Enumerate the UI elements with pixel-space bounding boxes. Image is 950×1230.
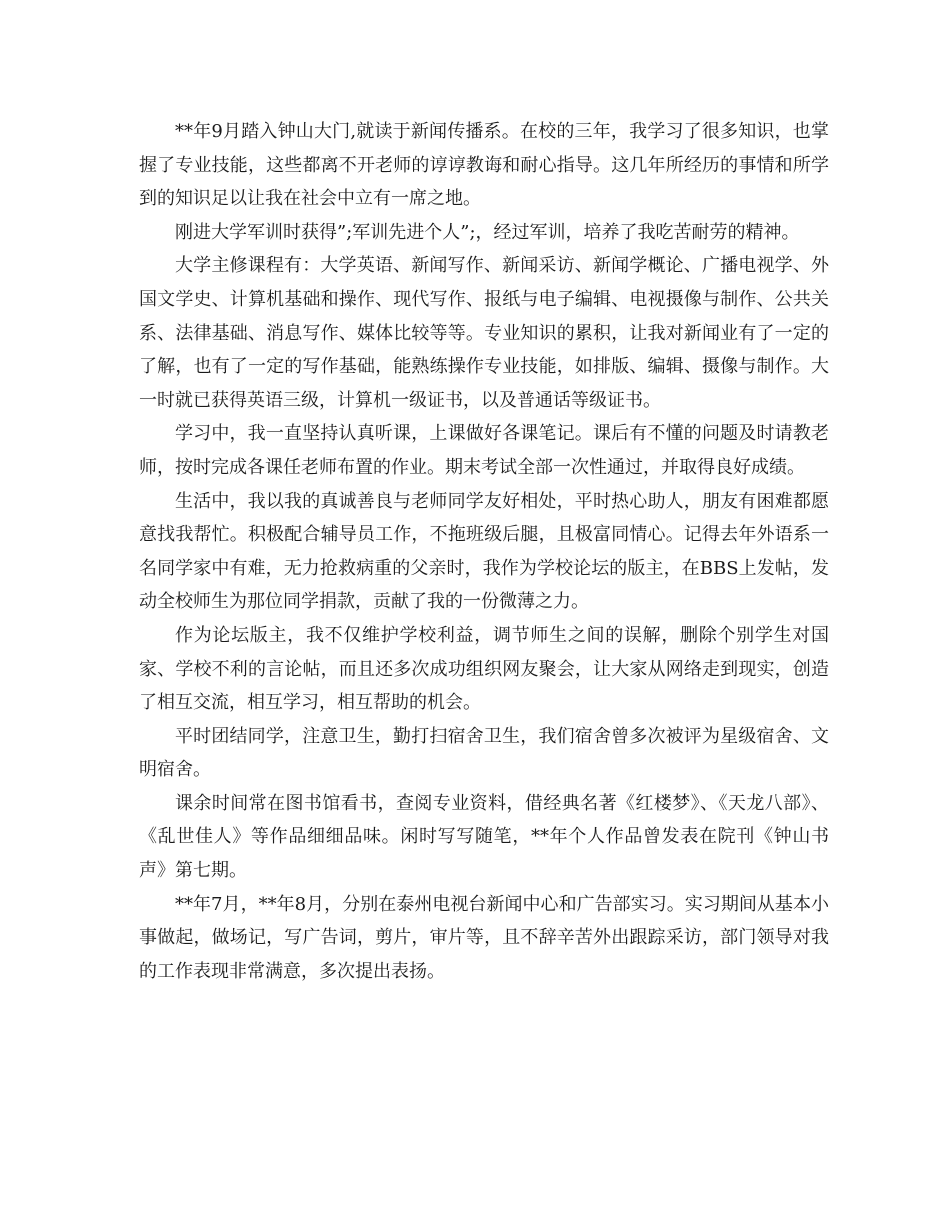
paragraph-dormitory: 平时团结同学，注意卫生，勤打扫宿舍卫生，我们宿舍曾多次被评为星级宿舍、文明宿舍。 bbox=[139, 725, 829, 781]
paragraph-internship: **年7月，**年8月，分别在泰州电视台新闻中心和广告部实习。实习期间从基本小事做起，做场记，写广告词，剪片，审片等，且不辞辛苦外出跟踪采访，部门领导对我的工作表现非常满意，多次提出表扬。 bbox=[139, 893, 829, 982]
paragraph-life: 生活中，我以我的真诚善良与老师同学友好相处，平时热心助人，朋友有困难都愿意找我帮忙。积极配合辅导员工作，不拖班级后腿，且极富同情心。记得去年外语系一名同学家中有难，无力抢救病重的父亲时，我作为学校论坛的版主，在BBS上发帖，发动全校师生为那位同学捐款，贡献了我的一份微薄之力。 bbox=[139, 490, 829, 613]
paragraph-courses: 大学主修课程有：大学英语、新闻写作、新闻采访、新闻学概论、广播电视学、外国文学史、计算机基础和操作、现代写作、报纸与电子编辑、电视摄像与制作、公共关系、法律基础、消息写作、媒体比较等等。专业知识的累积，让我对新闻业有了一定的了解，也有了一定的写作基础，能熟练操作专业技能，如排版、编辑、摄像与制作。大一时就已获得英语三级，计算机一级证书，以及普通话等级证书。 bbox=[139, 255, 829, 411]
paragraph-enrollment: **年9月踏入钟山大门,就读于新闻传播系。在校的三年，我学习了很多知识，也掌握了专业技能，这些都离不开老师的谆谆教诲和耐心指导。这几年所经历的事情和所学到的知识足以让我在社会中立有一席之地。 bbox=[139, 121, 829, 210]
document-body bbox=[139, 115, 829, 988]
paragraph-forum-moderator: 作为论坛版主，我不仅维护学校利益，调节师生之间的误解，删除个别学生对国家、学校不利的言论帖，而且还多次成功组织网友聚会，让大家从网络走到现实，创造了相互交流，相互学习，相互帮助的机会。 bbox=[139, 624, 829, 714]
paragraph-reading: 课余时间常在图书馆看书，查阅专业资料，借经典名著《红楼梦》、《天龙八部》、《乱世佳人》等作品细细品味。闲时写写随笔，**年个人作品曾发表在院刊《钟山书声》第七期。 bbox=[139, 792, 829, 882]
paragraph-study: 学习中，我一直坚持认真听课，上课做好各课笔记。课后有不懂的问题及时请教老师，按时完成各课任老师布置的作业。期末考试全部一次性通过，并取得良好成绩。 bbox=[139, 423, 829, 478]
paragraph-military-training: 刚进大学军训时获得”;军训先进个人”;，经过军训，培养了我吃苦耐劳的精神。 bbox=[175, 221, 800, 243]
